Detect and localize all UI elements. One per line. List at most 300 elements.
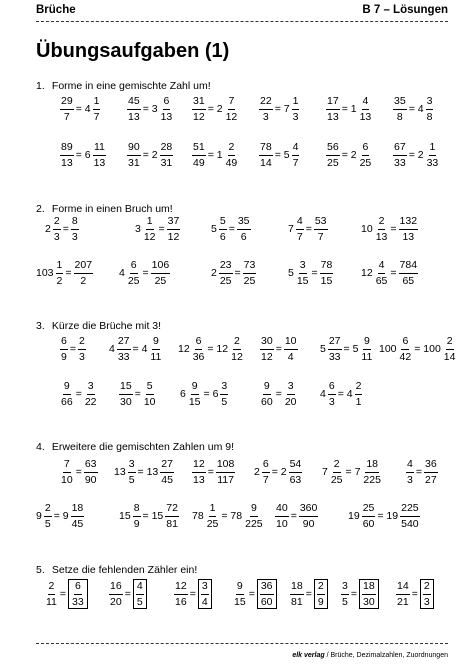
- fraction: [160, 459, 174, 485]
- numerator: 14: [396, 581, 410, 595]
- numerator: 4: [296, 216, 304, 230]
- fraction: [328, 336, 342, 362]
- task-instruction: Erweitere die gemischten Zahlen um 9!: [51, 441, 235, 453]
- term-text: =: [158, 223, 165, 235]
- fraction: [192, 96, 206, 122]
- exercise-item: [119, 257, 172, 289]
- numerator: 2: [53, 216, 61, 230]
- numerator: 2: [355, 381, 363, 395]
- denominator: 540: [401, 517, 419, 530]
- numerator: 6: [195, 336, 203, 350]
- denominator: 13: [93, 156, 106, 169]
- numerator: 25: [362, 503, 376, 517]
- denominator: 60: [362, 517, 375, 530]
- exercise-item: [135, 213, 182, 245]
- numerator: 3: [128, 459, 136, 473]
- fraction: [237, 216, 251, 242]
- fraction: [133, 503, 141, 529]
- fraction: [359, 142, 373, 168]
- term-text: 2: [254, 466, 260, 478]
- boxed-fraction: [420, 579, 434, 609]
- numerator: 18: [71, 503, 85, 517]
- fraction: [244, 503, 264, 529]
- term-text: =: [59, 588, 67, 600]
- exercise-item: [211, 257, 258, 289]
- fraction: [362, 503, 376, 529]
- numerator: 3: [341, 581, 349, 595]
- numerator: 40: [275, 503, 289, 517]
- denominator: 9: [61, 350, 67, 363]
- denominator: 15: [320, 274, 333, 287]
- exercise-item: [288, 213, 330, 245]
- fraction: [259, 142, 273, 168]
- fraction: [71, 503, 85, 529]
- exercise-item: [192, 456, 237, 488]
- denominator: 7: [296, 230, 303, 243]
- denominator: 3: [78, 350, 85, 363]
- numerator: 6: [163, 96, 171, 110]
- denominator: 22: [84, 395, 97, 408]
- term-text: =: [390, 267, 397, 279]
- numerator: 36: [260, 581, 274, 595]
- term-text: =: [350, 588, 357, 600]
- term-text: =: [390, 223, 397, 235]
- exercise-item: [60, 139, 108, 171]
- exercise-item: [233, 578, 279, 610]
- denominator: 7: [317, 230, 324, 243]
- denominator: 13: [128, 110, 140, 123]
- denominator: 225: [363, 473, 381, 486]
- denominator: 13: [375, 230, 388, 243]
- exercise-item: [109, 333, 164, 365]
- exercise-item: [192, 139, 240, 171]
- fraction: [56, 260, 64, 286]
- term-text: 5: [211, 223, 217, 235]
- exercise-item: [36, 500, 86, 532]
- numerator: 9: [250, 503, 258, 517]
- numerator: 2: [78, 336, 86, 350]
- term-text: 4: [119, 267, 125, 279]
- term-text: 2: [211, 267, 217, 279]
- numerator: 56: [326, 142, 340, 156]
- denominator: 42: [399, 350, 412, 363]
- numerator: 106: [151, 260, 171, 274]
- numerator: 9: [236, 581, 244, 595]
- term-text: 100: [379, 343, 397, 355]
- denominator: 25: [327, 156, 339, 169]
- term-text: = 5: [343, 343, 359, 355]
- fraction: [399, 216, 419, 242]
- term-text: = 4: [337, 388, 353, 400]
- fraction: [230, 336, 244, 362]
- term-text: = 78: [221, 510, 243, 522]
- fraction: [84, 381, 98, 407]
- denominator: 3: [423, 595, 430, 608]
- term-text: 12: [361, 267, 373, 279]
- denominator: 90: [84, 473, 97, 486]
- term-text: = 2: [408, 149, 424, 161]
- numerator: 18: [362, 581, 376, 595]
- term-text: =: [234, 267, 241, 279]
- term-text: 10: [361, 223, 373, 235]
- fraction: [330, 459, 344, 485]
- denominator: 21: [397, 595, 409, 608]
- term-text: =: [207, 466, 214, 478]
- denominator: 25: [206, 517, 219, 530]
- fraction: [60, 96, 74, 122]
- exercise-item: [260, 333, 300, 365]
- task-instruction: Forme in einen Bruch um!: [51, 203, 173, 215]
- numerator: 18: [365, 459, 379, 473]
- denominator: 12: [193, 110, 205, 123]
- numerator: 3: [299, 260, 307, 274]
- numerator: 89: [60, 142, 74, 156]
- term-text: 7: [288, 223, 294, 235]
- numerator: 7: [228, 96, 236, 110]
- fraction: [93, 142, 107, 168]
- exercise-item: [254, 456, 304, 488]
- numerator: 3: [426, 96, 434, 110]
- denominator: 3: [407, 473, 413, 486]
- denominator: 5: [128, 473, 135, 486]
- denominator: 9: [317, 595, 324, 608]
- fraction: [192, 459, 206, 485]
- task-number: 2.: [36, 203, 45, 215]
- numerator: 78: [320, 260, 334, 274]
- term-text: 19: [348, 510, 360, 522]
- fraction: [225, 96, 239, 122]
- fraction: [160, 142, 174, 168]
- fraction: [127, 96, 141, 122]
- numerator: 12: [192, 459, 206, 473]
- term-text: = 100: [414, 343, 441, 355]
- term-text: =: [275, 388, 282, 400]
- term-text: = 13: [137, 466, 159, 478]
- chapter-label: Brüche: [36, 4, 76, 16]
- fraction: [71, 216, 79, 242]
- fraction: [355, 381, 363, 407]
- term-text: 13: [114, 466, 126, 478]
- denominator: 20: [284, 395, 297, 408]
- term-text: = 2: [341, 149, 357, 161]
- fraction: [292, 142, 300, 168]
- numerator: 207: [74, 260, 94, 274]
- term-text: 3: [135, 223, 141, 235]
- denominator: 4: [201, 595, 208, 608]
- denominator: 65: [402, 274, 415, 287]
- term-text: =: [142, 267, 149, 279]
- term-text: = 2: [142, 149, 158, 161]
- denominator: 30: [362, 595, 375, 608]
- denominator: 12: [261, 350, 273, 363]
- denominator: 12: [167, 230, 180, 243]
- term-text: =: [75, 388, 82, 400]
- numerator: 3: [220, 381, 228, 395]
- term-text: = 1: [207, 149, 223, 161]
- exercise-item: [361, 257, 420, 289]
- exercise-item: [288, 257, 335, 289]
- denominator: 12: [225, 110, 238, 123]
- exercise-item: [320, 333, 375, 365]
- exercise-item: [260, 378, 300, 410]
- numerator: 67: [393, 142, 407, 156]
- term-text: =: [305, 588, 312, 600]
- fraction: [60, 381, 74, 407]
- fraction: [296, 260, 310, 286]
- exercise-item: [326, 93, 374, 125]
- term-text: 12: [178, 343, 190, 355]
- numerator: 72: [165, 503, 179, 517]
- term-text: = 4: [132, 343, 148, 355]
- numerator: 2: [378, 216, 386, 230]
- fraction: [149, 336, 162, 362]
- denominator: 33: [72, 595, 84, 608]
- numerator: 108: [216, 459, 236, 473]
- denominator: 15: [234, 595, 246, 608]
- denominator: 15: [296, 274, 309, 287]
- denominator: 11: [361, 350, 373, 363]
- numerator: 4: [362, 96, 370, 110]
- term-text: =: [228, 223, 235, 235]
- numerator: 9: [363, 336, 371, 350]
- term-text: =: [305, 223, 312, 235]
- numerator: 8: [133, 503, 141, 517]
- numerator: 2: [233, 336, 241, 350]
- denominator: 60: [260, 595, 273, 608]
- denominator: 8: [396, 110, 403, 123]
- numerator: 3: [201, 581, 209, 595]
- boxed-fraction: [257, 579, 277, 609]
- denominator: 12: [143, 230, 156, 243]
- fraction: [443, 336, 457, 362]
- numerator: 2: [317, 581, 325, 595]
- numerator: 132: [399, 216, 419, 230]
- task-number: 1.: [36, 80, 45, 92]
- exercise-item: [36, 257, 95, 289]
- denominator: 31: [128, 156, 140, 169]
- task-3-heading: [36, 320, 161, 332]
- fraction: [60, 459, 74, 485]
- term-text: = 2: [207, 103, 223, 115]
- fraction: [127, 260, 141, 286]
- task-1-heading: [36, 80, 211, 92]
- fraction: [262, 459, 270, 485]
- fraction: [93, 96, 101, 122]
- denominator: 5: [44, 517, 51, 530]
- denominator: 5: [342, 595, 348, 608]
- exercise-item: [348, 500, 422, 532]
- task-number: 4.: [36, 441, 45, 453]
- numerator: 6: [401, 336, 409, 350]
- fraction: [375, 216, 389, 242]
- footer-series: / Brüche, Dezimalzahlen, Zuordnungen: [324, 652, 448, 659]
- numerator: 9: [63, 381, 71, 395]
- footer-divider: [36, 643, 448, 644]
- denominator: 2: [80, 274, 87, 287]
- denominator: 33: [328, 350, 341, 363]
- fraction: [284, 381, 298, 407]
- term-text: = 12: [207, 343, 229, 355]
- term-text: 103: [36, 267, 54, 279]
- numerator: 1: [56, 260, 64, 274]
- numerator: 1: [429, 142, 437, 156]
- exercise-item: [178, 333, 246, 365]
- denominator: 7: [63, 110, 70, 123]
- fraction: [243, 260, 257, 286]
- fraction: [396, 581, 410, 607]
- fraction: [74, 260, 94, 286]
- numerator: 23: [219, 260, 233, 274]
- denominator: 13: [327, 110, 339, 123]
- fraction: [289, 459, 303, 485]
- footer: [292, 652, 448, 659]
- numerator: 2: [48, 581, 56, 595]
- exercise-item: [259, 93, 301, 125]
- numerator: 5: [146, 381, 154, 395]
- fraction: [320, 260, 334, 286]
- exercise-item: [320, 378, 364, 410]
- fraction: [119, 381, 133, 407]
- fraction: [406, 459, 414, 485]
- fraction: [360, 336, 373, 362]
- denominator: 45: [161, 473, 173, 486]
- denominator: 30: [120, 395, 132, 408]
- denominator: 33: [117, 350, 130, 363]
- fraction: [375, 260, 389, 286]
- fraction: [44, 503, 52, 529]
- denominator: 5: [221, 395, 228, 408]
- denominator: 7: [292, 156, 299, 169]
- fraction: [292, 96, 300, 122]
- numerator: 73: [243, 260, 257, 274]
- fraction: [233, 581, 247, 607]
- solutions-label: B 7 – Lösungen: [362, 4, 448, 16]
- numerator: 784: [399, 260, 419, 274]
- fraction: [78, 336, 86, 362]
- fraction: [143, 216, 157, 242]
- denominator: 16: [175, 595, 187, 608]
- denominator: 5: [136, 595, 143, 608]
- fraction: [216, 459, 236, 485]
- fraction: [143, 381, 157, 407]
- term-text: =: [75, 466, 82, 478]
- fraction: [219, 260, 233, 286]
- exercise-item: [396, 578, 436, 610]
- numerator: 35: [393, 96, 407, 110]
- exercise-item: [192, 500, 266, 532]
- term-text: = 4: [408, 103, 424, 115]
- numerator: 9: [191, 381, 199, 395]
- fraction: [296, 216, 304, 242]
- term-text: = 4: [75, 103, 91, 115]
- denominator: 65: [375, 274, 388, 287]
- task-instruction: Forme in eine gemischte Zahl um!: [51, 80, 211, 92]
- denominator: 13: [359, 110, 372, 123]
- exercise-item: [119, 378, 159, 410]
- numerator: 36: [424, 459, 438, 473]
- task-instruction: Kürze die Brüche mit 3!: [51, 320, 162, 332]
- numerator: 27: [117, 336, 131, 350]
- fraction: [174, 581, 188, 607]
- exercise-item: [60, 378, 100, 410]
- exercise-item: [180, 378, 230, 410]
- exercise-item: [259, 139, 301, 171]
- numerator: 2: [228, 142, 236, 156]
- denominator: 3: [262, 110, 269, 123]
- numerator: 6: [74, 581, 82, 595]
- term-text: 78: [192, 510, 204, 522]
- denominator: 3: [53, 230, 60, 243]
- denominator: 60: [261, 395, 273, 408]
- numerator: 53: [314, 216, 328, 230]
- term-text: =: [275, 343, 282, 355]
- term-text: = 6: [75, 149, 91, 161]
- fraction: [117, 336, 131, 362]
- exercise-item: [109, 578, 149, 610]
- fraction: [160, 96, 174, 122]
- term-text: = 2: [271, 466, 287, 478]
- numerator: 17: [326, 96, 340, 110]
- fraction: [393, 96, 407, 122]
- fraction: [220, 381, 228, 407]
- fraction: [284, 336, 298, 362]
- exercise-item: [275, 500, 320, 532]
- numerator: 10: [284, 336, 298, 350]
- term-text: =: [311, 267, 318, 279]
- task-instruction: Setze die fehlenden Zähler ein!: [51, 564, 198, 576]
- fraction: [290, 581, 304, 607]
- denominator: 33: [394, 156, 406, 169]
- term-text: =: [124, 588, 131, 600]
- task-4-heading: [36, 441, 234, 453]
- term-text: = 3: [142, 103, 158, 115]
- numerator: 31: [192, 96, 206, 110]
- exercise-item: [45, 578, 90, 610]
- exercise-item: [60, 456, 100, 488]
- numerator: 5: [219, 216, 227, 230]
- fraction: [399, 336, 413, 362]
- numerator: 78: [259, 142, 273, 156]
- boxed-fraction: [133, 579, 147, 609]
- denominator: 8: [426, 110, 433, 123]
- boxed-fraction: [198, 579, 212, 609]
- numerator: 18: [290, 581, 304, 595]
- fraction: [167, 216, 181, 242]
- term-text: =: [411, 588, 418, 600]
- numerator: 37: [167, 216, 181, 230]
- term-text: 4: [109, 343, 115, 355]
- numerator: 27: [328, 336, 342, 350]
- numerator: 30: [260, 336, 274, 350]
- denominator: 20: [110, 595, 122, 608]
- task-5-heading: [36, 564, 197, 576]
- denominator: 10: [143, 395, 156, 408]
- denominator: 3: [328, 395, 335, 408]
- denominator: 14: [260, 156, 272, 169]
- numerator: 63: [84, 459, 98, 473]
- fraction: [60, 142, 74, 168]
- exercise-item: [192, 93, 240, 125]
- exercise-item: [60, 333, 88, 365]
- denominator: 31: [160, 156, 173, 169]
- fraction: [426, 142, 440, 168]
- numerator: 6: [328, 381, 336, 395]
- exercise-item: [119, 500, 181, 532]
- boxed-fraction: [359, 579, 379, 609]
- fraction: [399, 260, 419, 286]
- numerator: 360: [299, 503, 319, 517]
- fraction: [326, 96, 340, 122]
